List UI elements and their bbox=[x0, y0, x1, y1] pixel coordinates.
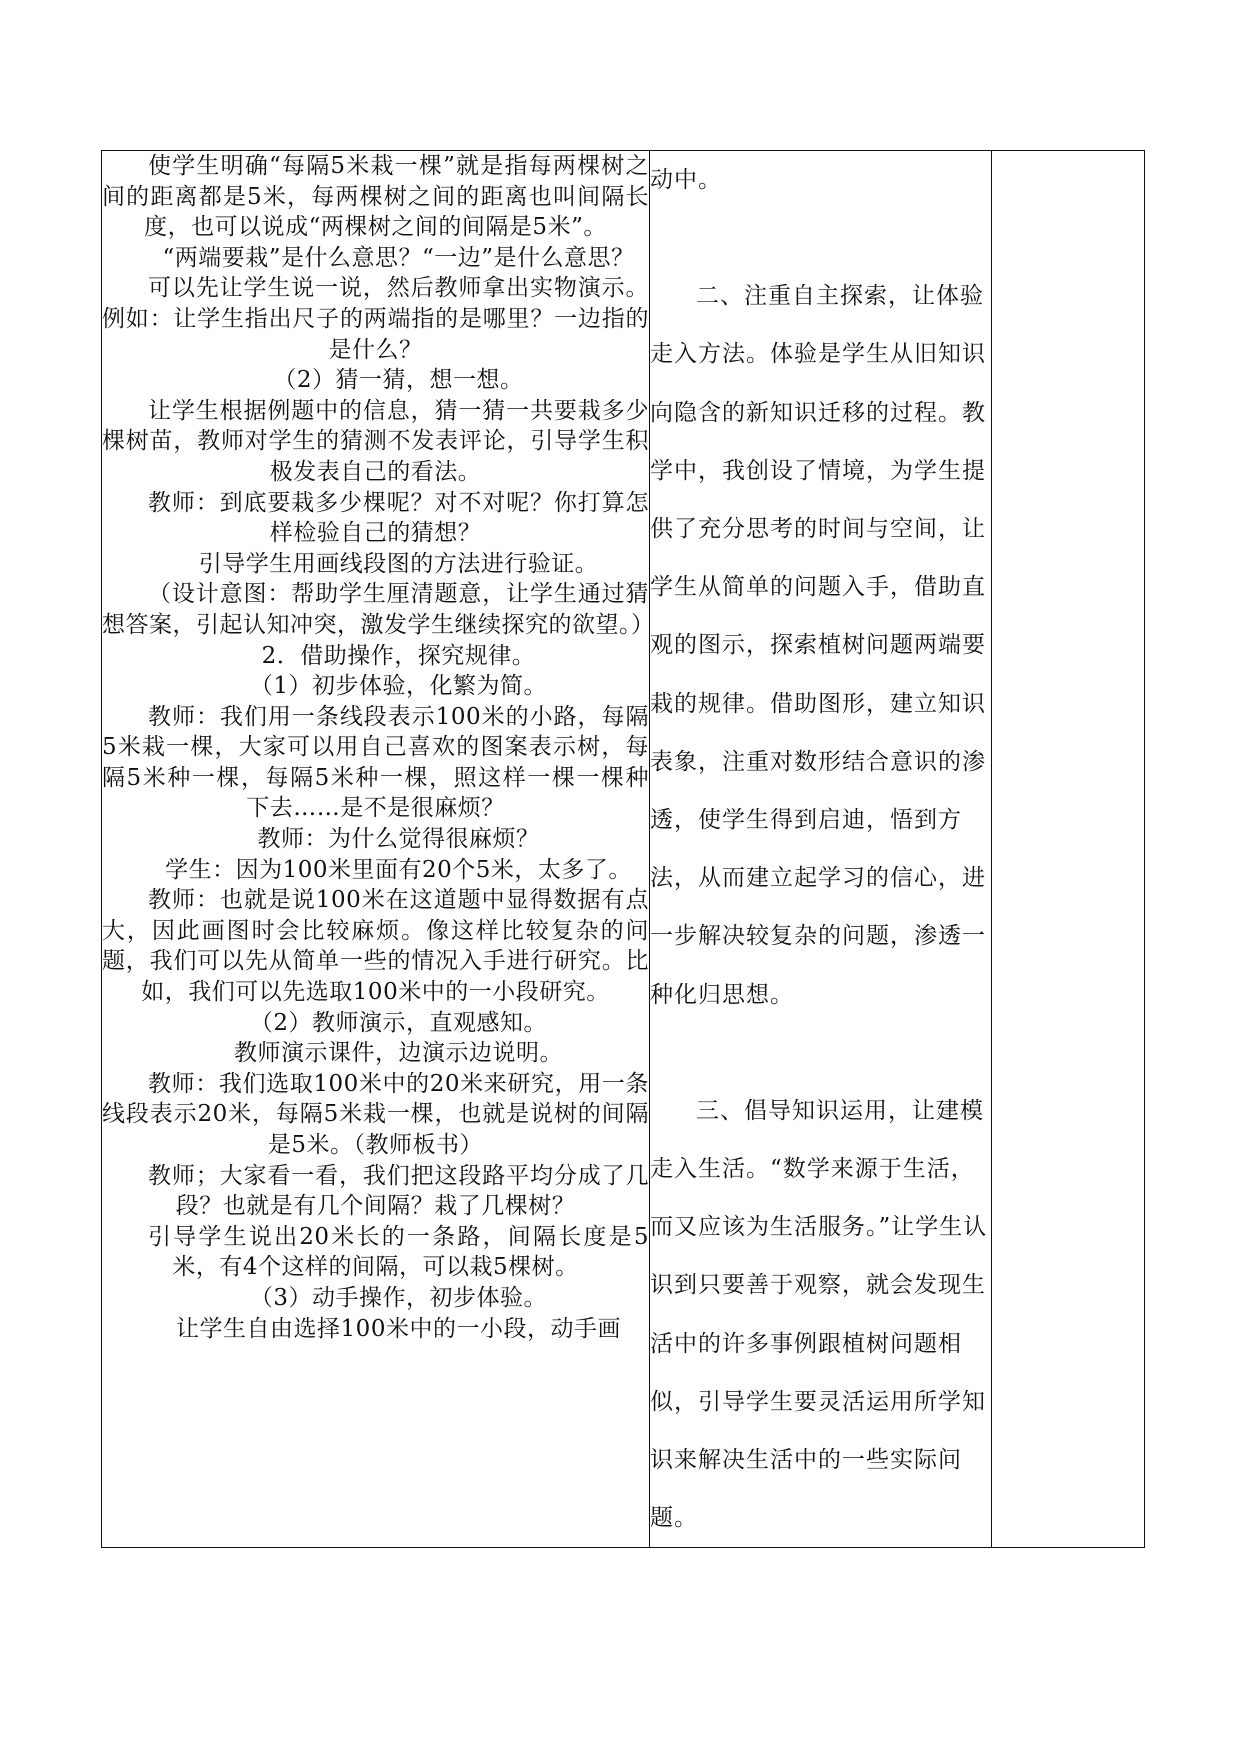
spacer bbox=[650, 209, 991, 267]
paragraph: 让学生自由选择100米中的一小段，动手画 bbox=[176, 1315, 621, 1342]
paragraph: （1）初步体验，化繁为简。 bbox=[249, 673, 548, 700]
paragraph: “两端要栽”是什么意思？“一边”是什么意思？ bbox=[162, 244, 635, 271]
paragraph: 教师：到底要栽多少棵呢？对不对呢？你打算怎样检验自己的猜想？ bbox=[148, 489, 649, 547]
paragraph: （3）动手操作，初步体验。 bbox=[249, 1284, 548, 1311]
note-paragraph: 三、倡导知识运用，让建模走入生活。“数学来源于生活，而又应该为生活服务。”让学生认识到只要善于观察，就会发现生活中的许多事例跟植树问题相似，引导学生要灵活运用所学知识来解决生活中的一些实际问题。 bbox=[650, 1097, 988, 1532]
paragraph: 教师演示课件，边演示边说明。 bbox=[234, 1040, 563, 1067]
paragraph: 引导学生用画线段图的方法进行验证。 bbox=[198, 550, 599, 577]
paragraph: 引导学生说出20米长的一条路，间隔长度是5米，有4个这样的间隔，可以栽5棵树。 bbox=[148, 1223, 649, 1281]
note-paragraph: 动中。 bbox=[650, 167, 722, 193]
note-paragraph: 二、注重自主探索，让体验走入方法。体验是学生从旧知识向隐含的新知识迁移的过程。教学中，我创设了情境，为学生提供了充分思考的时间与空间，让学生从简单的问题入手，借助直观的图示，探索植树问题两端要栽的规律。借助图形，建立知识表象，注重对数形结合意识的渗透，使学生得到启迪，悟到方法，从而建立起学习的信心，进一步解决较复杂的问题，渗透一种化归思想。 bbox=[650, 283, 986, 1008]
paragraph: 教师：我们用一条线段表示100米的小路，每隔5米栽一棵，大家可以用自己喜欢的图案表示树，每隔5米种一棵，每隔5米种一棵，照这样一棵一棵种下去……是不是很麻烦？ bbox=[102, 703, 649, 822]
paragraph: 教师；大家看一看，我们把这段路平均分成了几段？也就是有几个间隔？栽了几棵树？ bbox=[148, 1162, 649, 1220]
paragraph: （设计意图：帮助学生厘清题意，让学生通过猜想答案，引起认知冲突，激发学生继续探究的欲望。） bbox=[102, 581, 655, 638]
paragraph: 2．借助操作，探究规律。 bbox=[261, 642, 536, 669]
empty-cell bbox=[992, 151, 1145, 1548]
paragraph: 可以先让学生说一说，然后教师拿出实物演示。例如：让学生指出尺子的两端指的是哪里？一边指的是什么？ bbox=[102, 275, 649, 363]
design-notes-cell bbox=[650, 151, 992, 1548]
teaching-process-cell bbox=[102, 151, 655, 1548]
spacer bbox=[650, 1024, 991, 1082]
paragraph: 教师：为什么觉得很麻烦？ bbox=[257, 826, 540, 853]
paragraph: （2）猜一猜，想一想。 bbox=[273, 367, 524, 394]
paragraph: 使学生明确“每隔5米栽一棵”就是指每两棵树之间的距离都是5米，每两棵树之间的距离也叫间隔长度，也可以说成“两棵树之间的间隔是5米”。 bbox=[102, 153, 649, 241]
paragraph: 让学生根据例题中的信息，猜一猜一共要栽多少棵树苗，教师对学生的猜测不发表评论，引导学生积极发表自己的看法。 bbox=[102, 397, 649, 485]
table-row bbox=[102, 151, 1145, 1548]
paragraph: 教师：也就是说100米在这道题中显得数据有点大，因此画图时会比较麻烦。像这样比较复杂的问题，我们可以先从简单一些的情况入手进行研究。比如，我们可以先选取100米中的一小段研究。 bbox=[102, 887, 649, 1006]
paragraph: 教师：我们选取100米中的20米来研究，用一条线段表示20米，每隔5米栽一棵，也就是说树的间隔是5米。（教师板书） bbox=[102, 1070, 649, 1158]
paragraph: （2）教师演示，直观感知。 bbox=[249, 1009, 548, 1036]
paragraph: 学生：因为100米里面有20个5米，太多了。 bbox=[165, 856, 632, 883]
lesson-plan-table bbox=[101, 150, 1145, 1548]
